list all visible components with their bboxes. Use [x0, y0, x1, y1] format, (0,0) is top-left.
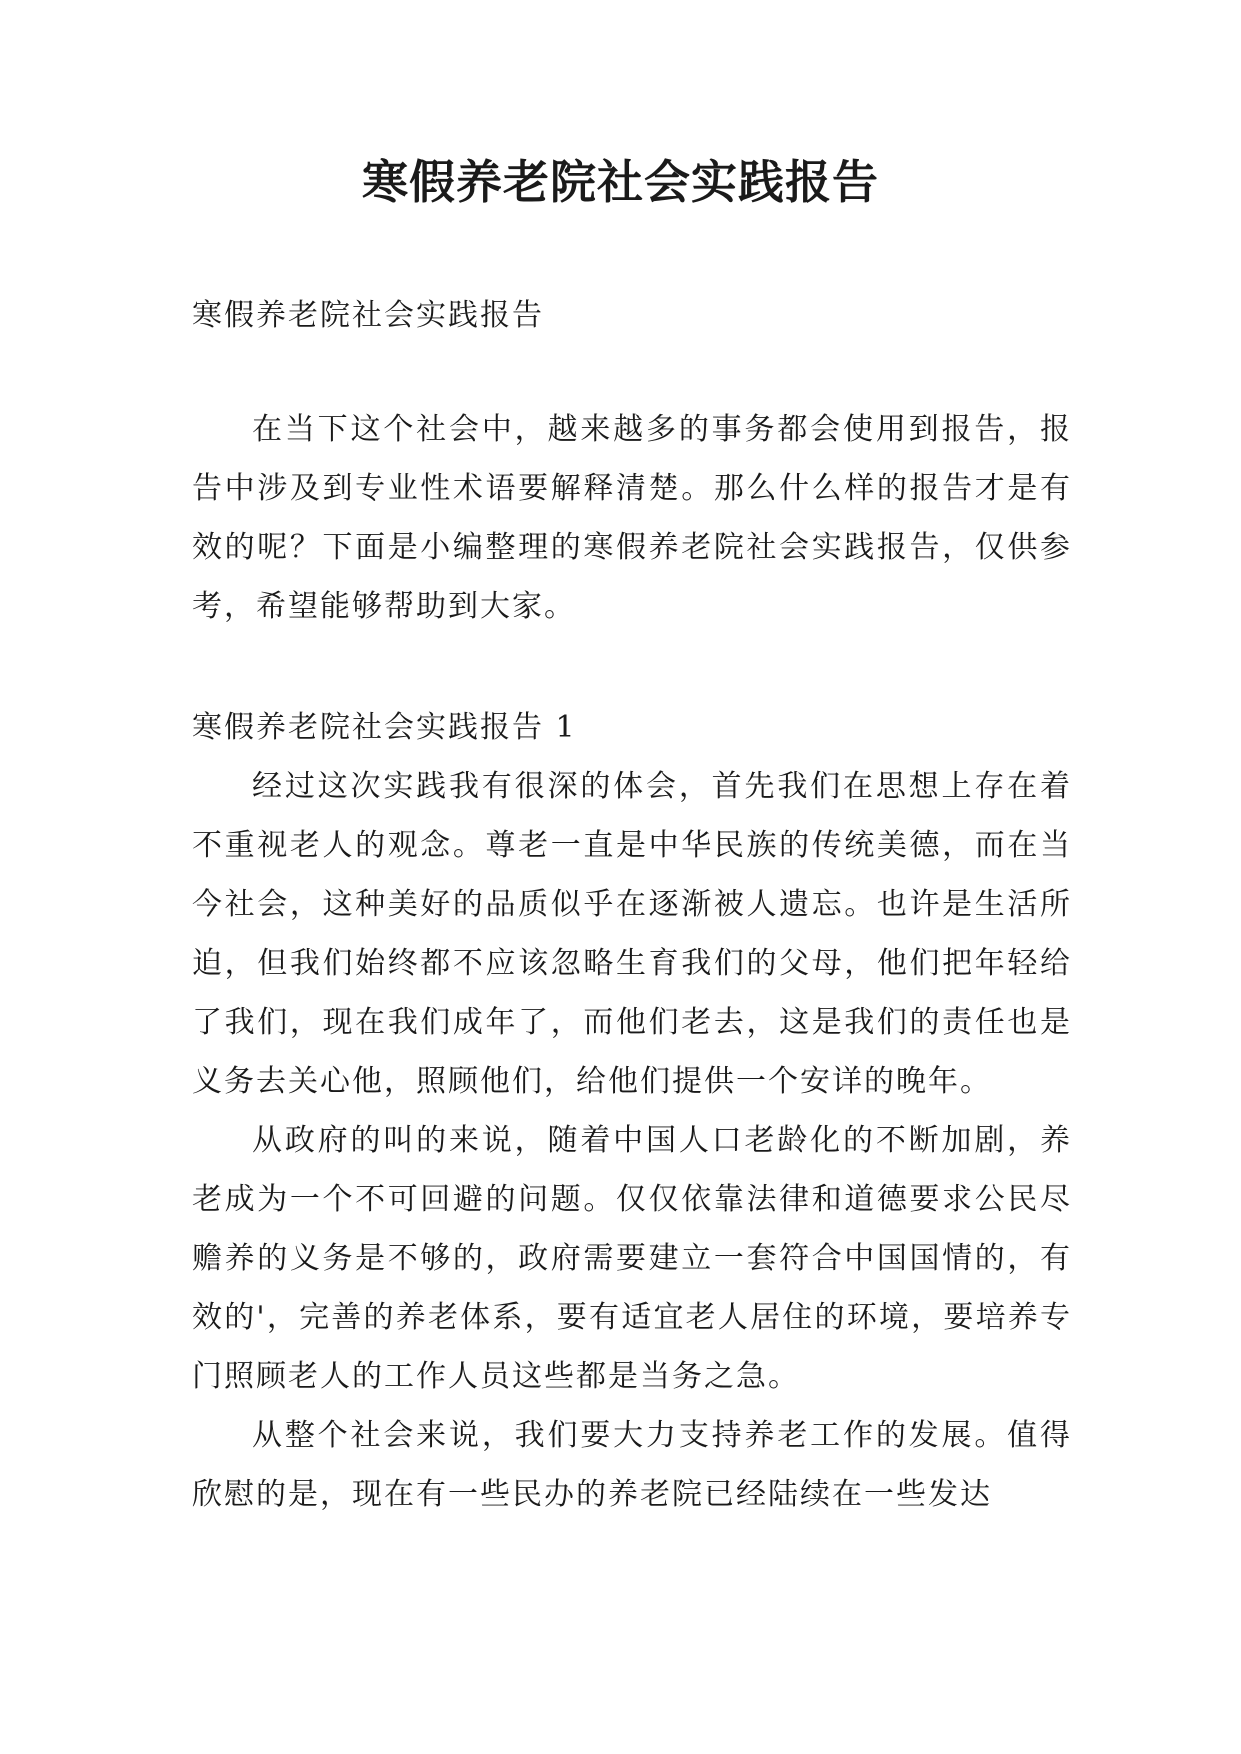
body-paragraph: 从政府的叫的来说，随着中国人口老龄化的不断加剧，养老成为一个不可回避的问题。仅仅依靠法律和道德要求公民尽赡养的义务是不够的，政府需要建立一套符合中国国情的，有效的'，完善的养老体系，要有适宜老人居住的环境，要培养专门照顾老人的工作人员这些都是当务之急。	[192, 1123, 1072, 1394]
intro-paragraph: 在当下这个社会中，越来越多的事务都会使用到报告，报告中涉及到专业性术语要解释清楚。那么什么样的报告才是有效的呢？下面是小编整理的寒假养老院社会实践报告，仅供参考，希望能够帮助到大家。	[192, 412, 1072, 624]
intro-block	[192, 400, 1072, 636]
document-title: 寒假养老院社会实践报告	[362, 155, 879, 209]
section-1	[192, 698, 1072, 1524]
document-subtitle: 寒假养老院社会实践报告	[192, 298, 544, 333]
body-paragraph: 经过这次实践我有很深的体会，首先我们在思想上存在着不重视老人的观念。尊老一直是中华民族的传统美德，而在当今社会，这种美好的品质似乎在逐渐被人遗忘。也许是生活所迫，但我们始终都不应该忽略生育我们的父母，他们把年轻给了我们，现在我们成年了，而他们老去，这是我们的责任也是义务去关心他，照顾他们，给他们提供一个安详的晚年。	[192, 769, 1072, 1099]
section-heading: 寒假养老院社会实践报告 1	[192, 710, 577, 745]
body-paragraph: 从整个社会来说，我们要大力支持养老工作的发展。值得欣慰的是，现在有一些民办的养老院已经陆续在一些发达	[192, 1418, 1072, 1512]
